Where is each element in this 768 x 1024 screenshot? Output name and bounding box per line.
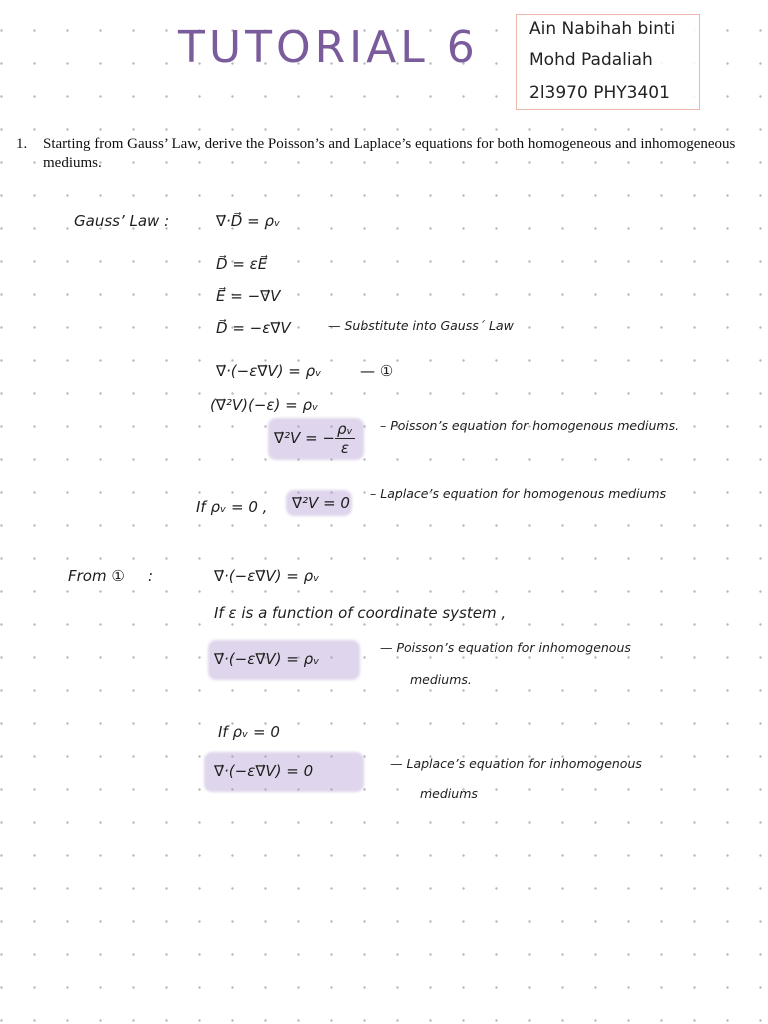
- student-id-course: 2l3970 PHY3401: [529, 83, 670, 103]
- poisson-denominator: ε: [340, 439, 349, 457]
- poisson-fraction: [335, 420, 355, 457]
- equation-expanded: (∇⃗²V)(−ε) = ρᵥ: [210, 396, 319, 414]
- equation-gauss-law: ∇⃗·D⃗ = ρᵥ: [216, 212, 281, 230]
- student-name-line1: Ain Nabihah binti: [529, 19, 676, 39]
- note-poisson-inhomogeneous: — Poisson’s equation for inhomogenous: [380, 640, 631, 655]
- note-substitute: — Substitute into Gauss´ Law: [328, 318, 514, 333]
- equation-e-field: E⃗ = −∇⃗V: [216, 287, 281, 305]
- note-laplace-inhomogeneous-cont: mediums: [420, 786, 478, 801]
- equation-marker-1: — ①: [360, 362, 394, 380]
- gauss-law-label: Gauss’ Law :: [74, 212, 170, 230]
- page-title: TUTORIAL 6: [178, 22, 479, 73]
- condition-rho-zero-inhomog: If ρᵥ = 0: [218, 723, 280, 741]
- student-name-line2: Mohd Padaliah: [529, 50, 653, 70]
- from-eq1-label: From ①: [68, 567, 125, 585]
- note-laplace-homogeneous: – Laplace’s equation for homogenous mediums: [370, 486, 667, 501]
- equation-1: ∇⃗·(−ε∇⃗V) = ρᵥ: [216, 362, 322, 380]
- equation-from-1: ∇⃗·(−ε∇⃗V) = ρᵥ: [214, 567, 320, 585]
- note-poisson-inhomogeneous-cont: mediums.: [410, 672, 472, 687]
- student-info-box: [516, 14, 700, 110]
- equation-d-substitute: D⃗ = −ε∇⃗V: [216, 319, 291, 337]
- question-1: [16, 135, 736, 173]
- question-text: Starting from Gauss’ Law, derive the Poisson’s and Laplace’s equations for both homogeneous and inhomogeneous mediums.: [43, 136, 736, 171]
- question-number: 1.: [16, 136, 28, 152]
- note-laplace-inhomogeneous: — Laplace’s equation for inhomogenous: [390, 756, 642, 771]
- equation-poisson-inhomogeneous: ∇⃗·(−ε∇⃗V) = ρᵥ: [214, 650, 320, 668]
- condition-rho-zero: If ρᵥ = 0 ,: [196, 498, 268, 516]
- equation-poisson-homogeneous: [274, 420, 355, 457]
- poisson-numerator: ρᵥ: [336, 420, 353, 438]
- equation-d-field: D⃗ = εE⃗: [216, 255, 268, 273]
- equation-laplace-homogeneous: ∇⃗²V = 0: [292, 494, 350, 512]
- equation-laplace-inhomogeneous: ∇⃗·(−ε∇⃗V) = 0: [214, 762, 314, 780]
- note-poisson-homogeneous: – Poisson’s equation for homogenous mediums.: [380, 418, 680, 433]
- from-colon: :: [148, 567, 154, 585]
- poisson-lhs: ∇⃗²V = −: [274, 429, 335, 447]
- condition-epsilon-function: If ε is a function of coordinate system ,: [214, 604, 507, 622]
